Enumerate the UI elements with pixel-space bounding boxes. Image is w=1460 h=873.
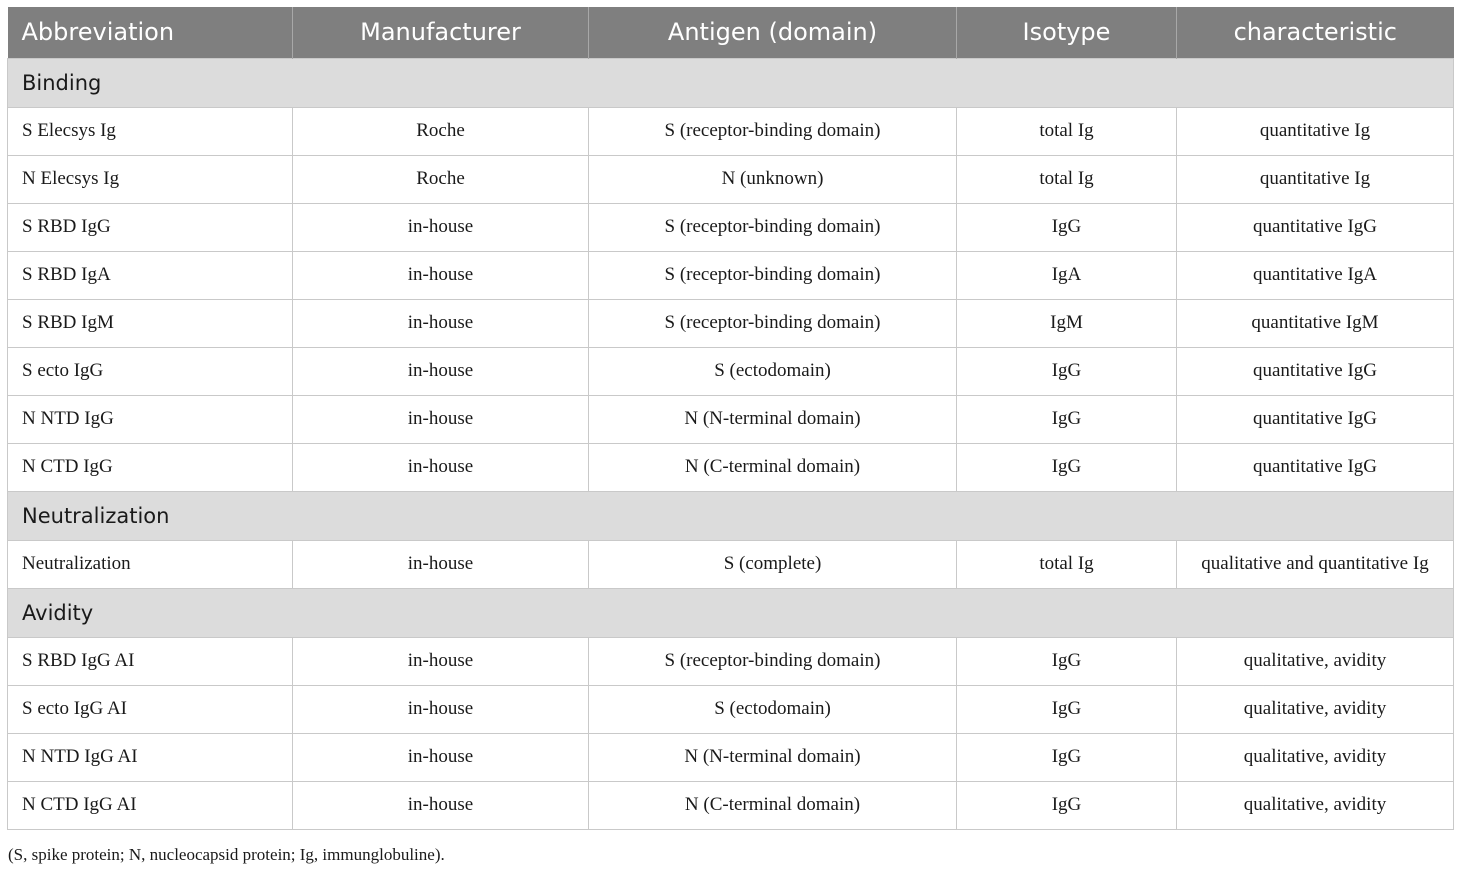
table-row: [8, 299, 1454, 347]
table-header-row: [8, 7, 1454, 58]
cell-antigen: S (ectodomain): [589, 347, 957, 395]
table-row: [8, 203, 1454, 251]
cell-manufacturer: in-house: [293, 781, 589, 829]
cell-isotype: IgA: [957, 251, 1177, 299]
assay-table-container: [7, 7, 1453, 830]
cell-abbreviation: N NTD IgG AI: [8, 733, 293, 781]
cell-manufacturer: in-house: [293, 395, 589, 443]
cell-manufacturer: in-house: [293, 685, 589, 733]
cell-abbreviation: S ecto IgG: [8, 347, 293, 395]
header-antigen: Antigen (domain): [589, 7, 957, 58]
cell-abbreviation: S RBD IgA: [8, 251, 293, 299]
cell-manufacturer: in-house: [293, 540, 589, 588]
cell-manufacturer: in-house: [293, 347, 589, 395]
cell-isotype: IgG: [957, 637, 1177, 685]
cell-manufacturer: in-house: [293, 203, 589, 251]
table-row: [8, 251, 1454, 299]
cell-abbreviation: S ecto IgG AI: [8, 685, 293, 733]
cell-manufacturer: in-house: [293, 443, 589, 491]
cell-antigen: S (receptor-binding domain): [589, 203, 957, 251]
cell-isotype: total Ig: [957, 155, 1177, 203]
header-manufacturer: Manufacturer: [293, 7, 589, 58]
cell-antigen: S (receptor-binding domain): [589, 251, 957, 299]
cell-characteristic: qualitative, avidity: [1177, 733, 1454, 781]
cell-isotype: IgG: [957, 733, 1177, 781]
cell-characteristic: qualitative, avidity: [1177, 637, 1454, 685]
cell-characteristic: qualitative, avidity: [1177, 685, 1454, 733]
assay-table: [7, 7, 1454, 830]
table-row: [8, 395, 1454, 443]
header-characteristic: characteristic: [1177, 7, 1454, 58]
header-abbreviation: Abbreviation: [8, 7, 293, 58]
table-body: [8, 58, 1454, 829]
cell-characteristic: quantitative IgG: [1177, 203, 1454, 251]
cell-manufacturer: in-house: [293, 299, 589, 347]
cell-characteristic: quantitative IgG: [1177, 347, 1454, 395]
cell-isotype: total Ig: [957, 107, 1177, 155]
section-title: Neutralization: [8, 491, 1454, 540]
cell-manufacturer: in-house: [293, 251, 589, 299]
cell-characteristic: qualitative and quantitative Ig: [1177, 540, 1454, 588]
cell-manufacturer: Roche: [293, 107, 589, 155]
cell-antigen: N (N-terminal domain): [589, 733, 957, 781]
cell-abbreviation: S RBD IgG: [8, 203, 293, 251]
section-header-row: [8, 58, 1454, 107]
cell-antigen: S (complete): [589, 540, 957, 588]
cell-antigen: N (C-terminal domain): [589, 443, 957, 491]
section-header-row: [8, 491, 1454, 540]
table-row: [8, 155, 1454, 203]
table-row: [8, 781, 1454, 829]
cell-abbreviation: N Elecsys Ig: [8, 155, 293, 203]
cell-antigen: S (receptor-binding domain): [589, 637, 957, 685]
table-row: [8, 685, 1454, 733]
cell-antigen: S (receptor-binding domain): [589, 299, 957, 347]
cell-isotype: total Ig: [957, 540, 1177, 588]
table-row: [8, 637, 1454, 685]
cell-isotype: IgG: [957, 395, 1177, 443]
table-row: [8, 443, 1454, 491]
cell-antigen: N (N-terminal domain): [589, 395, 957, 443]
cell-antigen: S (receptor-binding domain): [589, 107, 957, 155]
header-isotype: Isotype: [957, 7, 1177, 58]
section-title: Avidity: [8, 588, 1454, 637]
cell-characteristic: qualitative, avidity: [1177, 781, 1454, 829]
cell-abbreviation: N CTD IgG AI: [8, 781, 293, 829]
cell-abbreviation: N NTD IgG: [8, 395, 293, 443]
cell-characteristic: quantitative Ig: [1177, 107, 1454, 155]
cell-abbreviation: Neutralization: [8, 540, 293, 588]
table-row: [8, 540, 1454, 588]
cell-isotype: IgG: [957, 443, 1177, 491]
cell-characteristic: quantitative IgG: [1177, 443, 1454, 491]
section-title: Binding: [8, 58, 1454, 107]
cell-characteristic: quantitative IgG: [1177, 395, 1454, 443]
cell-characteristic: quantitative Ig: [1177, 155, 1454, 203]
table-row: [8, 347, 1454, 395]
cell-isotype: IgM: [957, 299, 1177, 347]
cell-abbreviation: S Elecsys Ig: [8, 107, 293, 155]
cell-abbreviation: S RBD IgG AI: [8, 637, 293, 685]
cell-characteristic: quantitative IgA: [1177, 251, 1454, 299]
cell-abbreviation: N CTD IgG: [8, 443, 293, 491]
cell-antigen: N (unknown): [589, 155, 957, 203]
cell-isotype: IgG: [957, 347, 1177, 395]
cell-antigen: N (C-terminal domain): [589, 781, 957, 829]
cell-manufacturer: in-house: [293, 637, 589, 685]
cell-isotype: IgG: [957, 203, 1177, 251]
cell-manufacturer: Roche: [293, 155, 589, 203]
section-header-row: [8, 588, 1454, 637]
cell-abbreviation: S RBD IgM: [8, 299, 293, 347]
table-row: [8, 733, 1454, 781]
cell-isotype: IgG: [957, 781, 1177, 829]
table-row: [8, 107, 1454, 155]
cell-characteristic: quantitative IgM: [1177, 299, 1454, 347]
table-footnote: (S, spike protein; N, nucleocapsid protein; Ig, immunglobuline).: [8, 845, 445, 864]
cell-antigen: S (ectodomain): [589, 685, 957, 733]
cell-isotype: IgG: [957, 685, 1177, 733]
cell-manufacturer: in-house: [293, 733, 589, 781]
